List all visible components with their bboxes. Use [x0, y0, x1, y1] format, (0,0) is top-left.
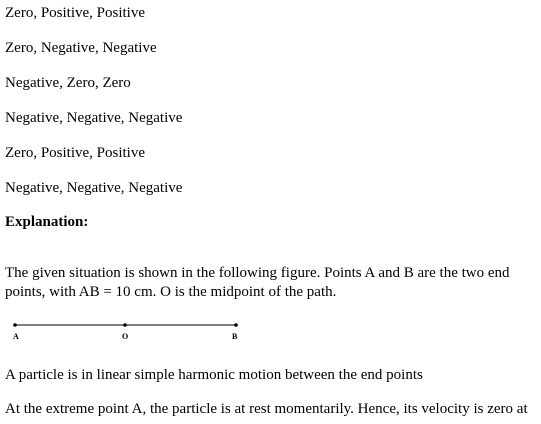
point-a-label: A: [13, 332, 19, 341]
explanation-paragraph-2: A particle is in linear simple harmonic motion between the end points: [5, 367, 423, 383]
explanation-paragraph-line-1: The given situation is shown in the following figure. Points A and B are the two end: [5, 265, 510, 281]
point-o-label: O: [122, 332, 129, 341]
point-a-marker: [13, 323, 17, 327]
option-4: Negative, Negative, Negative: [5, 110, 183, 126]
explanation-paragraph-line-2: points, with AB = 10 cm. O is the midpoint of the path.: [5, 284, 337, 300]
explanation-heading: Explanation:: [5, 214, 89, 230]
option-5: Zero, Positive, Positive: [5, 145, 145, 161]
option-2: Zero, Negative, Negative: [5, 40, 157, 56]
option-1: Zero, Positive, Positive: [5, 5, 145, 21]
option-3: Negative, Zero, Zero: [5, 75, 131, 91]
explanation-paragraph-3: At the extreme point A, the particle is at rest momentarily. Hence, its velocity is zero at: [5, 401, 528, 417]
option-6: Negative, Negative, Negative: [5, 180, 183, 196]
point-b-label: B: [232, 332, 238, 341]
point-o-marker: [123, 323, 127, 327]
point-b-marker: [234, 323, 238, 327]
shm-path-figure: [10, 318, 250, 346]
shm-path-diagram: [10, 318, 250, 346]
